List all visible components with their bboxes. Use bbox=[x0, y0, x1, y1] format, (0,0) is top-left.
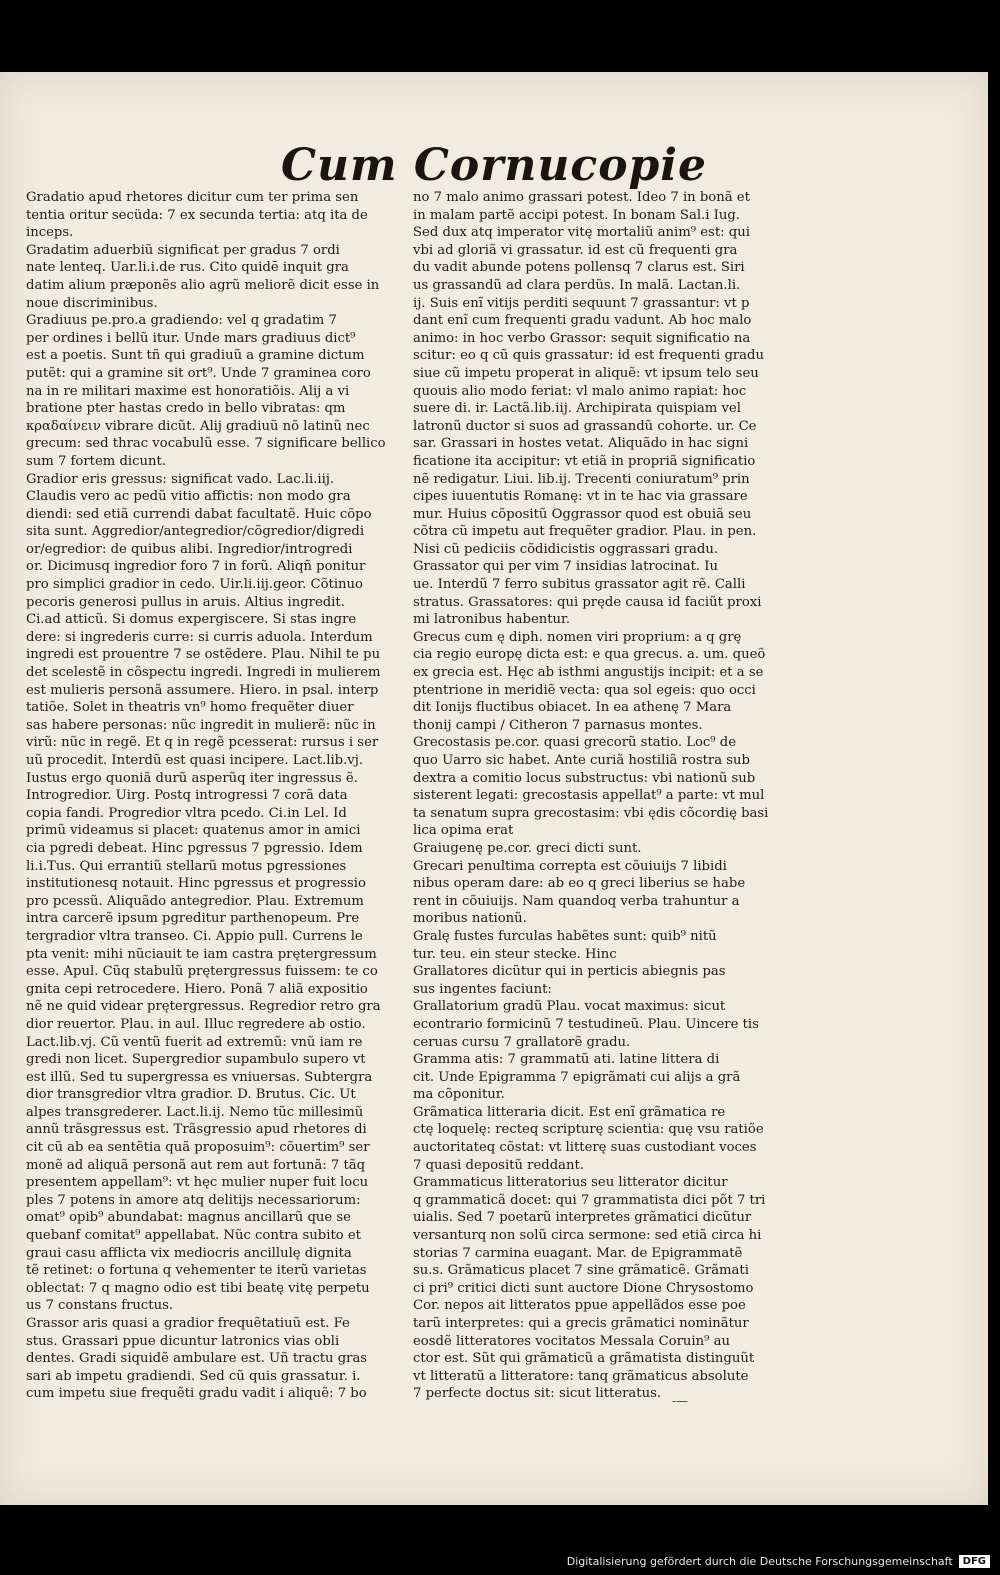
text-line: quebanf comitat⁹ appellabat. Nũc contra subito et bbox=[26, 1228, 361, 1244]
text-line: dior transgredior vltra gradior. D. Brutus. Cic. Ut bbox=[26, 1087, 356, 1103]
text-line: Grallatores dicũtur qui in perticis abiegnis pas bbox=[413, 964, 726, 980]
text-line: pro simplici gradior in cedo. Uir.li.iij.geor. Cõtinuo bbox=[26, 577, 363, 593]
text-line: lica opima erat bbox=[413, 823, 514, 839]
text-line: ficatione ita accipitur: vt etiã in propriã significatio bbox=[413, 453, 756, 469]
text-line: gredi non licet. Supergredior supambulo supero vt bbox=[26, 1052, 366, 1068]
text-line: rent in cõuiuijs. Nam quandoq verba trahuntur a bbox=[413, 893, 740, 909]
text-line: ci pri⁹ critici dicti sunt auctore Dione Chrysostomo bbox=[413, 1280, 754, 1296]
text-line: ingredi est prouentre 7 se ostẽdere. Plau. Nihil te pu bbox=[26, 647, 381, 663]
text-line: li.i.Tus. Qui errantiũ stellarũ motus pgressiones bbox=[26, 858, 347, 874]
text-line: auctoritateq cõstat: vt litterę suas custodiant voces bbox=[413, 1140, 757, 1156]
text-line: Grecus cum ę diph. nomen viri proprium: a q grę bbox=[413, 629, 742, 645]
text-line: tẽ retinet: o fortuna q vehementer te iterũ varietas bbox=[26, 1263, 367, 1279]
text-line: Gradiuus pe.pro.a gradiendo: vel q gradatim 7 bbox=[26, 313, 337, 329]
text-line: est mulieris personã assumere. Hiero. in psal. interp bbox=[26, 682, 379, 698]
text-line: Cor. nepos ait litteratos ppue appellãdos esse poe bbox=[413, 1298, 746, 1314]
text-line: cõtra cũ impetu aut frequẽter gradior. Plau. in pen. bbox=[413, 524, 757, 540]
text-line: quouis alio modo feriat: vl malo animo rapiat: hoc bbox=[413, 383, 747, 399]
text-line: Grecostasis pe.cor. quasi grecorũ statio. Loc⁹ de bbox=[413, 735, 737, 751]
text-line: 7 quasi depositũ reddant. bbox=[413, 1157, 584, 1173]
page-heading: Cum Cornucopie bbox=[280, 140, 708, 191]
text-line: nẽ redigatur. Liui. lib.ij. Trecenti coniuratum⁹ prin bbox=[413, 471, 750, 487]
text-line: annũ trãsgressus est. Trãsgressio apud rhetores di bbox=[26, 1122, 367, 1138]
text-line: cia pgredi debeat. Hinc pgressus 7 pgressio. Idem bbox=[26, 840, 363, 856]
text-line: nibus operam dare: ab eo q greci liberius se habe bbox=[413, 876, 746, 892]
text-line: bratione pter hastas credo in bello vibratas: qm bbox=[26, 401, 346, 417]
text-line: us grassandũ ad clara perdũs. In malã. Lactan.li. bbox=[413, 277, 741, 293]
text-line: dentes. Gradi siquidẽ ambulare est. Uñ tractu gras bbox=[26, 1351, 368, 1367]
text-line: stus. Grassari ppue dicuntur latronics vias obli bbox=[26, 1333, 340, 1349]
text-line: per ordines i bellũ itur. Unde mars gradiuus dict⁹ bbox=[26, 330, 356, 346]
digitization-footer bbox=[567, 1555, 990, 1568]
text-line: Grecari penultima correpta est cõuiuijs 7 libidi bbox=[413, 858, 727, 874]
left-column bbox=[26, 189, 398, 1403]
text-line: quo Uarro sic habet. Ante curiã hostiliã rostra sub bbox=[413, 753, 750, 768]
text-line: Grassator qui per vim 7 insidias latrocinat. Iu bbox=[413, 559, 719, 575]
text-line: mi latronibus habentur. bbox=[413, 612, 571, 628]
text-line: est illũ. Sed tu supergressa es vniuersas. Subtergra bbox=[26, 1069, 373, 1085]
text-line: grecum: sed thrac vocabulũ esse. 7 significare bellico bbox=[26, 436, 386, 452]
text-line: uialis. Sed 7 poetarũ interpretes grãmatici dicũtur bbox=[413, 1210, 752, 1226]
text-line: intra carcerẽ ipsum pgreditur parthenopeum. Pre bbox=[26, 911, 360, 927]
text-line: datim alium præponẽs alio agrũ meliorẽ dicit esse in bbox=[26, 277, 380, 293]
text-line: est a poetis. Sunt tñ qui gradiuũ a gramine dictum bbox=[26, 348, 365, 364]
text-line: us 7 constans fructus. bbox=[26, 1298, 174, 1314]
text-line: thonij campi / Citheron 7 parnasus montes. bbox=[413, 717, 703, 733]
text-line: mur. Huius cõpositũ Oggrassor quod est obuiã seu bbox=[413, 506, 752, 522]
text-line: cit cũ ab ea sentẽtia quã proposuim⁹: cõuertim⁹ ser bbox=[26, 1140, 370, 1156]
text-line: Gralę fustes furculas habẽtes sunt: quib⁹ nitũ bbox=[413, 928, 717, 944]
text-line: ma cõponitur. bbox=[413, 1087, 505, 1103]
text-line: storias 7 carmina euagant. Mar. de Epigrammatẽ bbox=[413, 1245, 743, 1261]
text-line: Grammaticus litteratorius seu litterator dicitur bbox=[413, 1175, 728, 1191]
text-line: inceps. bbox=[26, 225, 74, 241]
text-line: ta senatum supra grecostasim: vbi ędis cõcordię basi bbox=[413, 805, 769, 821]
text-line: Gramma atis: 7 grammatũ ati. latine littera di bbox=[413, 1052, 720, 1068]
text-line: copia fandi. Progredior vltra pcedo. Ci.in Lel. Id bbox=[26, 805, 347, 821]
text-line: latronũ ductor si suos ad grassandũ cohorte. ur. Ce bbox=[413, 418, 757, 434]
text-line: omat⁹ opib⁹ abundabat: magnus ancillarũ que se bbox=[26, 1210, 351, 1226]
text-line: vbi ad gloriã vi grassatur. id est cũ frequenti gra bbox=[413, 242, 738, 258]
text-line: Gradatio apud rhetores dicitur cum ter prima sen bbox=[26, 190, 359, 205]
text-line: moribus nationũ. bbox=[413, 911, 527, 927]
text-line: Ci.ad atticũ. Si domus expergiscere. Si stas ingre bbox=[26, 612, 357, 628]
text-line: Graiugenę pe.cor. greci dicti sunt. bbox=[413, 840, 642, 856]
text-line: cum impetu siue frequẽti gradu vadit i aliquẽ: 7 bo bbox=[26, 1386, 367, 1402]
text-line: dant enĩ cum frequenti gradu vadunt. Ab hoc malo bbox=[413, 313, 752, 329]
text-line: tarũ interpretes: qui a grecis grãmatici nominãtur bbox=[413, 1316, 749, 1331]
text-line: pta venit: mihi nũciauit te iam castra prętergressum bbox=[26, 946, 377, 962]
text-line: or. Dicimusq ingredior foro 7 in forũ. Aliqñ ponitur bbox=[26, 559, 366, 575]
text-line: ex grecia est. Hęc ab isthmi angustijs incipit: et a se bbox=[413, 665, 764, 681]
text-line: dextra a comitio locus substructus: vbi nationũ sub bbox=[413, 770, 756, 786]
text-line: sus ingentes faciunt: bbox=[413, 981, 552, 997]
text-line: animo: in hoc verbo Grassor: sequit significatio na bbox=[413, 330, 751, 346]
text-line: dere: si ingrederis curre: si curris aduola. Interdum bbox=[26, 629, 373, 645]
text-line: in malam partẽ accipi potest. In bonam Sal.i Iug. bbox=[413, 207, 740, 223]
text-line: tur. teu. ein steur stecke. Hinc bbox=[413, 946, 617, 962]
text-line: virũ: nũc in regẽ. Et q in regẽ pcesserat: rursus i ser bbox=[26, 735, 379, 751]
text-line: gnita cepi retrocedere. Hiero. Ponã 7 aliã expositio bbox=[26, 981, 368, 997]
text-line: Claudis vero ac pedũ vitio affictis: non modo gra bbox=[26, 489, 351, 505]
text-line: scitur: eo q cũ quis grassatur: id est frequenti gradu bbox=[413, 348, 764, 364]
text-line: sari ab impetu gradiendi. Sed cũ quis grassatur. i. bbox=[26, 1368, 361, 1384]
text-line: κραδαίνειν vibrare dicũt. Alij gradiuũ nõ latinũ nec bbox=[26, 418, 370, 434]
text-line: Grallatorium gradũ Plau. vocat maximus: sicut bbox=[413, 999, 726, 1015]
text-line: presentem appellam⁹: vt hęc mulier nuper fuit locu bbox=[26, 1175, 369, 1191]
text-line: ue. Interdũ 7 ferro subitus grassator agit rẽ. Calli bbox=[413, 577, 746, 593]
text-line: pro pcessũ. Aliquãdo antegredior. Plau. Extremum bbox=[26, 893, 364, 909]
dfg-logo: DFG bbox=[959, 1555, 990, 1568]
text-line: Introgredior. Uirg. Postq introgressi 7 corã data bbox=[26, 788, 348, 804]
text-line: Gradatim aduerbiũ significat per gradus 7 ordi bbox=[26, 242, 340, 258]
text-line: Nisi cũ pediciis cõdidicistis oggrassari gradu. bbox=[413, 541, 719, 557]
text-line: tentia oritur secüda: 7 ex secunda tertia: atq ita de bbox=[26, 207, 368, 223]
text-line: uũ procedit. Interdũ est quasi incipere. Lact.lib.vj. bbox=[26, 753, 364, 768]
book-page bbox=[0, 72, 988, 1505]
right-column bbox=[413, 189, 785, 1403]
text-line: su.s. Grãmaticus placet 7 sine grãmaticẽ. Grãmati bbox=[413, 1263, 749, 1279]
text-line: dior reuertor. Plau. in aul. Illuc regredere ab ostio. bbox=[26, 1016, 366, 1032]
text-line: no 7 malo animo grassari potest. Ideo 7 in bonã et bbox=[413, 190, 750, 205]
text-line: ples 7 potens in amore atq delitijs necessariorum: bbox=[26, 1192, 361, 1208]
text-line: diendi: sed etiã currendi dabat facultatẽ. Huic cõpo bbox=[26, 506, 372, 522]
text-line: cit. Unde Epigramma 7 epigrãmati cui alijs a grã bbox=[413, 1069, 741, 1085]
text-line: Sed dux atq imperator vitę mortaliũ anim⁹ est: qui bbox=[413, 225, 750, 241]
bottom-mark: -— bbox=[672, 1394, 689, 1408]
text-line: Lact.lib.vj. Cũ ventũ fuerit ad extremũ: vnũ iam re bbox=[26, 1034, 363, 1050]
text-line: institutionesq notauit. Hinc pgressus et progressio bbox=[26, 876, 366, 892]
text-line: cipes iuuentutis Romanę: vt in te hac via grassare bbox=[413, 489, 748, 505]
text-line: noue discriminibus. bbox=[26, 295, 158, 311]
text-line: alpes transgrederer. Lact.li.ij. Nemo tũc millesimũ bbox=[26, 1104, 364, 1120]
text-line: primũ videamus si placet: quatenus amor in amici bbox=[26, 823, 361, 839]
text-line: oblectat: 7 q magno odio est tibi beatę vitę perpetu bbox=[26, 1280, 370, 1296]
text-line: ctę loquelę: recteq scripturę scientia: quę vsu ratiõe bbox=[413, 1122, 764, 1138]
text-line: cia regio europę dicta est: e qua grecus. a. um. queõ bbox=[413, 647, 766, 663]
text-line: ij. Suis enĩ vitijs perditi sequunt 7 grassantur: vt p bbox=[413, 295, 750, 311]
text-line: or/egredior: de quibus alibi. Ingredior/introgredi bbox=[26, 541, 353, 557]
text-line: dit Ionijs fluctibus obiacet. In ea athenę 7 Mara bbox=[413, 700, 732, 716]
text-line: ctor est. Sũt qui grãmaticũ a grãmatista distinguũt bbox=[413, 1351, 755, 1367]
text-line: eosdẽ litteratores vocitatos Messala Coruin⁹ au bbox=[413, 1333, 730, 1349]
footer-text: Digitalisierung gefördert durch die Deutsche Forschungsgemeinschaft bbox=[566, 1555, 953, 1568]
text-line: econtrario formicinũ 7 testudineũ. Plau. Uincere tis bbox=[413, 1016, 759, 1032]
text-line: ptentrione in meridiẽ vecta: qua sol egeis: quo occi bbox=[413, 682, 756, 698]
text-line: monẽ ad aliquã personã aut rem aut fortunã: 7 tãq bbox=[26, 1157, 366, 1173]
text-line: Iustus ergo quoniã durũ asperũq iter ingressus ẽ. bbox=[26, 770, 358, 786]
text-line: sas habere personas: nũc ingredit in mulierẽ: nũc in bbox=[26, 717, 376, 733]
text-line: du vadit abunde potens pollensq 7 clarus est. Siri bbox=[413, 260, 745, 276]
text-line: sisterent legati: grecostasis appellat⁹ a parte: vt mul bbox=[413, 788, 765, 804]
text-line: putẽt: qui a gramine sit ort⁹. Unde 7 graminea coro bbox=[26, 365, 371, 381]
text-line: Gradior eris gressus: significat vado. Lac.li.iij. bbox=[26, 471, 335, 487]
text-line: esse. Apul. Cũq stabulũ prętergressus fuissem: te co bbox=[26, 964, 378, 980]
text-line: graui casu afflicta vix mediocris ancillulę dignita bbox=[26, 1245, 352, 1261]
text-line: sar. Grassari in hostes vetat. Aliquãdo in hac signi bbox=[413, 436, 749, 452]
text-line: tergradior vltra transeo. Ci. Appio pull. Currens le bbox=[26, 928, 363, 944]
text-line: Grassor aris quasi a gradior frequẽtatiuũ est. Fe bbox=[26, 1316, 350, 1331]
text-line: stratus. Grassatores: qui pręde causa id faciũt proxi bbox=[413, 594, 762, 610]
text-line: sum 7 fortem dicunt. bbox=[26, 453, 166, 469]
text-line: q grammaticã docet: qui 7 grammatista dici põt 7 tri bbox=[413, 1192, 766, 1208]
text-line: 7 perfecte doctus sit: sicut litteratus. bbox=[413, 1386, 662, 1402]
text-line: pecoris generosi pullus in aruis. Altius ingredit. bbox=[26, 594, 345, 610]
text-line: na in re militari maxime est honoratiõis. Alij a vi bbox=[26, 383, 350, 399]
text-line: Grãmatica litteraria dicit. Est enĩ grãmatica re bbox=[413, 1104, 726, 1120]
text-line: suere di. ir. Lactã.lib.iij. Archipirata quispiam vel bbox=[413, 401, 741, 417]
text-line: nẽ ne quid videar prętergressus. Regredior retro gra bbox=[26, 999, 381, 1015]
text-line: siue cũ impetu properat in aliquẽ: vt ipsum telo seu bbox=[413, 365, 759, 381]
text-line: det scelestẽ in cõspectu ingredi. Ingredi in mulierem bbox=[26, 665, 381, 681]
text-line: nate lenteq. Uar.li.i.de rus. Cito quidē inquit gra bbox=[26, 260, 349, 276]
text-line: tatiõe. Solet in theatris vn⁹ homo frequẽter diuer bbox=[26, 700, 354, 716]
text-line: ceruas cursu 7 grallatorẽ gradu. bbox=[413, 1034, 631, 1050]
text-line: sita sunt. Aggredior/antegredior/cõgredior/digredi bbox=[26, 524, 365, 540]
text-line: versanturq non solũ circa sermone: sed etiã circa hi bbox=[413, 1228, 762, 1244]
text-line: vt litteratũ a litteratore: tanq grãmaticus absolute bbox=[413, 1368, 749, 1384]
